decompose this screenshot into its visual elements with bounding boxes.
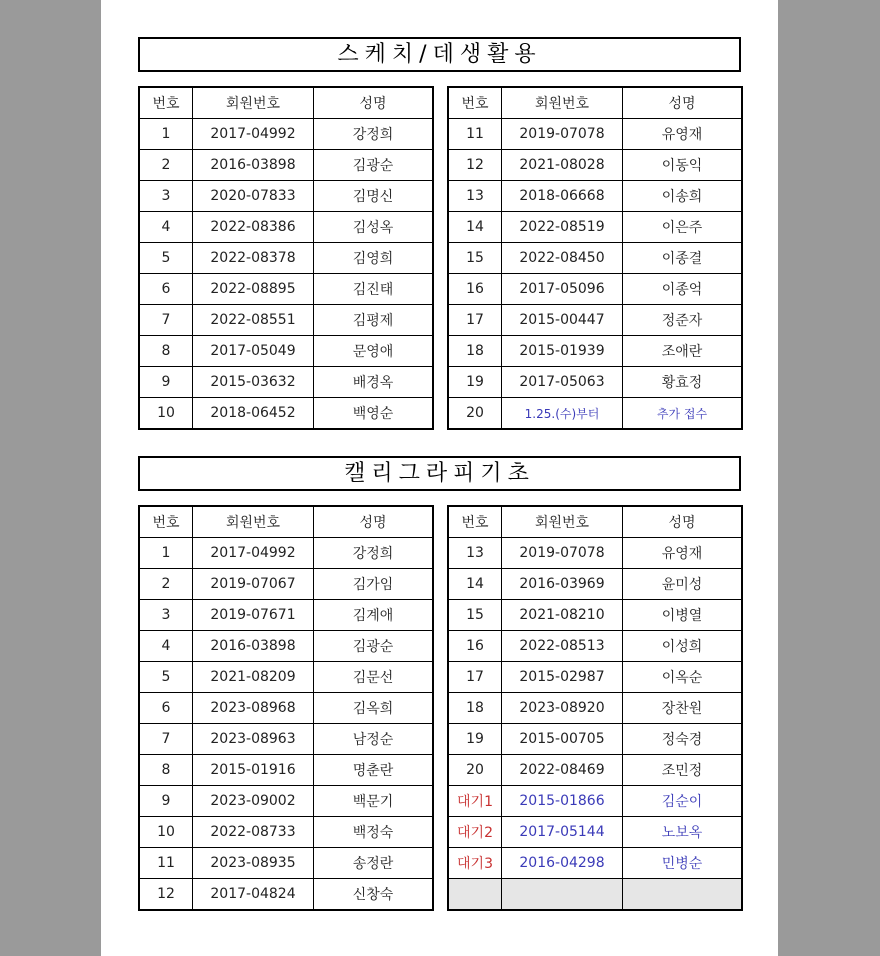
cell-member-id: 2022-08519 [502, 212, 623, 243]
empty-cell [623, 879, 743, 911]
cell-name: 유영재 [623, 119, 743, 150]
section2-right-table [447, 505, 743, 911]
cell-number: 8 [139, 336, 193, 367]
cell-member-id: 2015-01916 [193, 755, 314, 786]
cell-member-id: 2015-01939 [502, 336, 623, 367]
waitlist-label: 대기2 [448, 817, 502, 848]
cell-name: 김명신 [314, 181, 434, 212]
cell-name: 황효정 [623, 367, 743, 398]
cell-name: 이성희 [623, 631, 743, 662]
cell-member-id: 2018-06668 [502, 181, 623, 212]
cell-member-id: 2015-01866 [502, 786, 623, 817]
cell-number: 18 [448, 693, 502, 724]
cell-member-id: 2018-06452 [193, 398, 314, 430]
cell-name: 송정란 [314, 848, 434, 879]
cell-number: 20 [448, 398, 502, 430]
cell-number: 1 [139, 119, 193, 150]
cell-number: 3 [139, 181, 193, 212]
table-row [139, 336, 433, 367]
header-member-id: 회원번호 [193, 87, 314, 119]
cell-number: 1 [139, 538, 193, 569]
cell-name: 이송희 [623, 181, 743, 212]
cell-number: 13 [448, 538, 502, 569]
cell-number: 14 [448, 569, 502, 600]
cell-name: 백정숙 [314, 817, 434, 848]
table-row [448, 398, 742, 430]
section2-title: 캘리그라피기초 [138, 456, 741, 491]
section1-right-table [447, 86, 743, 430]
cell-name: 남정순 [314, 724, 434, 755]
cell-name: 백문기 [314, 786, 434, 817]
cell-member-id: 2023-08963 [193, 724, 314, 755]
cell-number: 15 [448, 243, 502, 274]
cell-name: 김광순 [314, 631, 434, 662]
cell-number: 17 [448, 305, 502, 336]
cell-member-id: 2023-08935 [193, 848, 314, 879]
cell-member-id: 2022-08551 [193, 305, 314, 336]
table-header-row [448, 506, 742, 538]
header-name: 성명 [623, 87, 743, 119]
cell-number: 3 [139, 600, 193, 631]
table-row [448, 212, 742, 243]
cell-name: 조애란 [623, 336, 743, 367]
header-name: 성명 [623, 506, 743, 538]
cell-member-id: 2017-04992 [193, 538, 314, 569]
cell-name: 강정희 [314, 119, 434, 150]
cell-member-id: 2017-04824 [193, 879, 314, 911]
waitlist-label: 대기1 [448, 786, 502, 817]
table-row [139, 600, 433, 631]
cell-name: 김영희 [314, 243, 434, 274]
cell-number: 6 [139, 274, 193, 305]
cell-number: 10 [139, 398, 193, 430]
cell-number: 4 [139, 631, 193, 662]
cell-member-id: 2023-08920 [502, 693, 623, 724]
cell-number: 9 [139, 367, 193, 398]
table-row [448, 693, 742, 724]
table-row [139, 367, 433, 398]
cell-name: 이동익 [623, 150, 743, 181]
table-row [448, 367, 742, 398]
cell-name: 김문선 [314, 662, 434, 693]
cell-number: 18 [448, 336, 502, 367]
cell-name: 정준자 [623, 305, 743, 336]
cell-member-id: 2022-08469 [502, 755, 623, 786]
table-row [448, 305, 742, 336]
cell-member-id: 2020-07833 [193, 181, 314, 212]
cell-member-id: 2022-08895 [193, 274, 314, 305]
cell-member-id: 2023-09002 [193, 786, 314, 817]
cell-member-id: 2016-03898 [193, 150, 314, 181]
table-row [448, 662, 742, 693]
cell-member-id: 2017-05063 [502, 367, 623, 398]
waitlist-label: 대기3 [448, 848, 502, 879]
cell-name: 김성옥 [314, 212, 434, 243]
section2-left-table [138, 505, 434, 911]
cell-number: 13 [448, 181, 502, 212]
table-row [139, 693, 433, 724]
cell-number: 14 [448, 212, 502, 243]
table-row [448, 181, 742, 212]
header-number: 번호 [448, 87, 502, 119]
cell-number: 15 [448, 600, 502, 631]
table-row [448, 243, 742, 274]
table-row [448, 274, 742, 305]
cell-name: 이은주 [623, 212, 743, 243]
cell-name: 신창숙 [314, 879, 434, 911]
cell-member-id: 2015-03632 [193, 367, 314, 398]
cell-name: 문영애 [314, 336, 434, 367]
table-row [139, 569, 433, 600]
section1-left-table [138, 86, 434, 430]
header-number: 번호 [139, 87, 193, 119]
cell-name: 이옥순 [623, 662, 743, 693]
cell-member-id: 2017-05049 [193, 336, 314, 367]
header-number: 번호 [139, 506, 193, 538]
table-row [448, 631, 742, 662]
cell-number: 6 [139, 693, 193, 724]
section1-title: 스케치/데생활용 [138, 37, 741, 72]
cell-name: 민병순 [623, 848, 743, 879]
cell-name: 김계애 [314, 600, 434, 631]
table-row [139, 879, 433, 911]
empty-cell [448, 879, 502, 911]
cell-number: 16 [448, 631, 502, 662]
cell-name: 이병열 [623, 600, 743, 631]
cell-note-date: 1.25.(수)부터 [502, 398, 623, 430]
table-header-row [448, 87, 742, 119]
cell-member-id: 2021-08028 [502, 150, 623, 181]
cell-number: 12 [139, 879, 193, 911]
table-row [139, 212, 433, 243]
cell-name: 유영재 [623, 538, 743, 569]
cell-member-id: 2019-07067 [193, 569, 314, 600]
cell-number: 12 [448, 150, 502, 181]
table-row [139, 243, 433, 274]
cell-member-id: 2021-08209 [193, 662, 314, 693]
table-row [139, 724, 433, 755]
header-name: 성명 [314, 87, 434, 119]
cell-number: 11 [448, 119, 502, 150]
waitlist-row [448, 848, 742, 879]
cell-number: 5 [139, 243, 193, 274]
cell-member-id: 2017-05144 [502, 817, 623, 848]
table-row [139, 274, 433, 305]
cell-member-id: 2015-00705 [502, 724, 623, 755]
cell-member-id: 2019-07078 [502, 538, 623, 569]
cell-member-id: 2019-07078 [502, 119, 623, 150]
cell-number: 19 [448, 367, 502, 398]
cell-member-id: 2017-05096 [502, 274, 623, 305]
cell-number: 5 [139, 662, 193, 693]
cell-name: 김평제 [314, 305, 434, 336]
header-member-id: 회원번호 [502, 506, 623, 538]
cell-member-id: 2022-08513 [502, 631, 623, 662]
table-row [448, 150, 742, 181]
cell-number: 16 [448, 274, 502, 305]
table-row [139, 631, 433, 662]
cell-member-id: 2022-08386 [193, 212, 314, 243]
table-row [448, 569, 742, 600]
cell-name: 강정희 [314, 538, 434, 569]
cell-member-id: 2022-08450 [502, 243, 623, 274]
cell-name: 백영순 [314, 398, 434, 430]
cell-number: 17 [448, 662, 502, 693]
table-row [448, 538, 742, 569]
cell-name: 이종억 [623, 274, 743, 305]
cell-member-id: 2023-08968 [193, 693, 314, 724]
cell-member-id: 2022-08378 [193, 243, 314, 274]
table-row [139, 786, 433, 817]
document-page [101, 0, 778, 956]
table-row [139, 817, 433, 848]
cell-number: 8 [139, 755, 193, 786]
header-name: 성명 [314, 506, 434, 538]
table-row [139, 181, 433, 212]
header-member-id: 회원번호 [502, 87, 623, 119]
empty-row [448, 879, 742, 911]
cell-member-id: 2016-03898 [193, 631, 314, 662]
cell-name: 장찬원 [623, 693, 743, 724]
cell-member-id: 2016-03969 [502, 569, 623, 600]
cell-member-id: 2022-08733 [193, 817, 314, 848]
cell-name: 김순이 [623, 786, 743, 817]
cell-name: 노보옥 [623, 817, 743, 848]
cell-name: 이종결 [623, 243, 743, 274]
cell-number: 2 [139, 569, 193, 600]
cell-number: 9 [139, 786, 193, 817]
table-row [448, 336, 742, 367]
header-member-id: 회원번호 [193, 506, 314, 538]
cell-number: 4 [139, 212, 193, 243]
table-row [139, 119, 433, 150]
cell-name: 조민정 [623, 755, 743, 786]
table-row [139, 538, 433, 569]
table-row [448, 119, 742, 150]
table-row [448, 755, 742, 786]
cell-name: 김옥희 [314, 693, 434, 724]
cell-member-id: 2019-07671 [193, 600, 314, 631]
cell-member-id: 2016-04298 [502, 848, 623, 879]
table-row [139, 305, 433, 336]
cell-name: 윤미성 [623, 569, 743, 600]
empty-cell [502, 879, 623, 911]
cell-member-id: 2021-08210 [502, 600, 623, 631]
cell-number: 7 [139, 724, 193, 755]
cell-name: 배경옥 [314, 367, 434, 398]
waitlist-row [448, 786, 742, 817]
cell-number: 20 [448, 755, 502, 786]
table-row [139, 150, 433, 181]
cell-name: 정숙경 [623, 724, 743, 755]
cell-number: 10 [139, 817, 193, 848]
table-row [448, 600, 742, 631]
cell-note-text: 추가 접수 [623, 398, 743, 430]
cell-number: 19 [448, 724, 502, 755]
table-header-row [139, 87, 433, 119]
table-row [139, 662, 433, 693]
table-row [448, 724, 742, 755]
cell-member-id: 2017-04992 [193, 119, 314, 150]
cell-name: 김진태 [314, 274, 434, 305]
table-row [139, 398, 433, 430]
cell-name: 김광순 [314, 150, 434, 181]
cell-member-id: 2015-02987 [502, 662, 623, 693]
table-row [139, 848, 433, 879]
cell-name: 김가임 [314, 569, 434, 600]
table-header-row [139, 506, 433, 538]
table-row [139, 755, 433, 786]
cell-member-id: 2015-00447 [502, 305, 623, 336]
cell-number: 7 [139, 305, 193, 336]
cell-name: 명춘란 [314, 755, 434, 786]
cell-number: 2 [139, 150, 193, 181]
cell-number: 11 [139, 848, 193, 879]
header-number: 번호 [448, 506, 502, 538]
waitlist-row [448, 817, 742, 848]
